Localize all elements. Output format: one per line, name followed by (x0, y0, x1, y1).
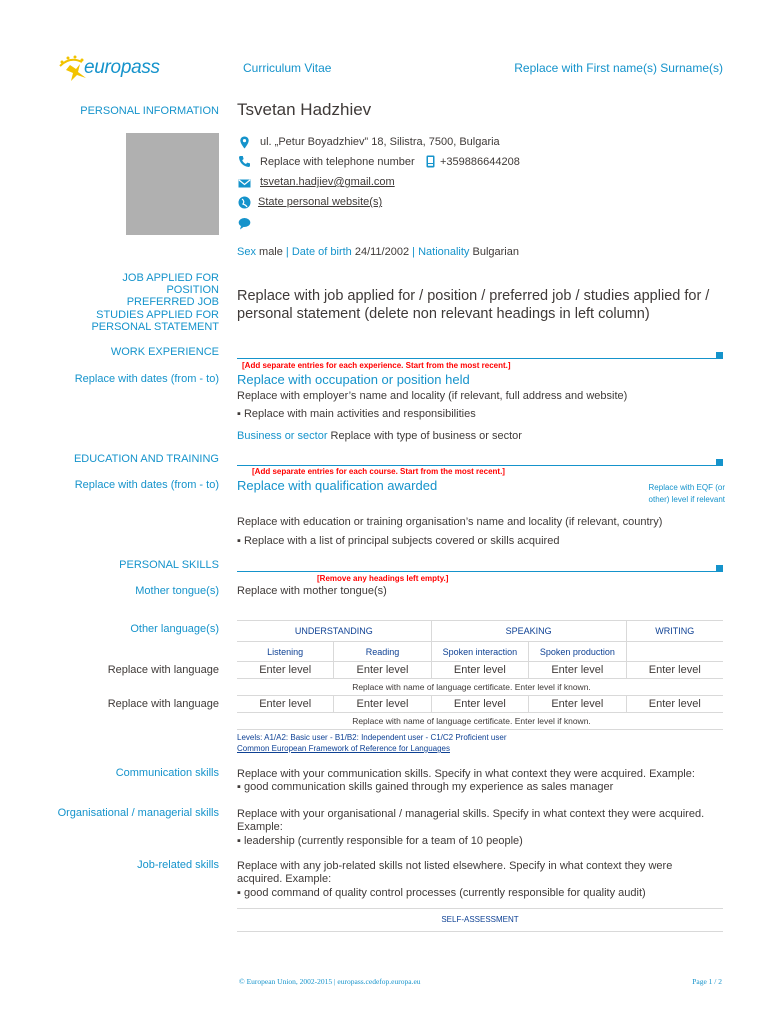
section-divider (237, 571, 723, 572)
level-cell[interactable]: Enter level (648, 664, 701, 676)
phone-icon (238, 155, 251, 168)
organisational-bullet: leadership (currently responsible for a team of 10 people) (243, 835, 523, 847)
certificate-cell[interactable]: Replace with name of language certificate. Enter level if known. (237, 713, 723, 730)
photo-placeholder (126, 133, 219, 235)
website-link[interactable]: State personal website(s) (258, 196, 383, 208)
framework-link[interactable]: Common European Framework of Reference for Languages (237, 744, 450, 753)
organisational-label: Organisational / managerial skills (57, 807, 219, 819)
nationality-value: Bulgarian (472, 246, 519, 258)
header-writing: WRITING (626, 621, 723, 642)
section-marker (716, 459, 723, 466)
level-cell[interactable]: Enter level (237, 662, 334, 679)
personal-skills-label: PERSONAL SKILLS (119, 559, 219, 571)
business-label: Business or sector (237, 430, 328, 442)
footer-page: Page 1 / 2 (692, 977, 722, 986)
language-table (237, 620, 723, 730)
email-link[interactable]: tsvetan.hadjiev@gmail.com (260, 176, 395, 188)
doc-title: Curriculum Vitae (243, 61, 332, 75)
organisational-bullet-item: ▪ leadership (currently responsible for a team of 10 people) (237, 835, 523, 847)
organisational-text: Replace with your organisational / managerial skills. Specify in what context they were acquired. Example: (237, 808, 705, 833)
business-value: Replace with type of business or sector (330, 430, 522, 442)
level-cell[interactable]: Enter level (529, 662, 627, 679)
mobile-icon (424, 155, 437, 168)
job-label-line: POSITION (166, 284, 219, 297)
work-business-line (237, 430, 522, 442)
job-label-line: JOB APPLIED FOR (122, 272, 219, 284)
header-understanding: UNDERSTANDING (237, 621, 431, 642)
education-organisation: Replace with education or training organisation’s name and locality (if relevant, country) (237, 516, 663, 528)
skills-note: [Remove any headings left empty.] (317, 574, 449, 583)
work-dates: Replace with dates (from - to) (74, 373, 219, 385)
education-qualification: Replace with qualification awarded (237, 478, 438, 493)
education-subjects: Replace with a list of principal subjects covered or skills acquired (243, 535, 560, 547)
work-occupation: Replace with occupation or position held (237, 372, 470, 387)
mother-tongue-value: Replace with mother tongue(s) (237, 585, 387, 597)
nationality-label: Nationality (418, 246, 470, 258)
sex-value: male (259, 246, 283, 258)
work-activities: Replace with main activities and responsibilities (243, 408, 476, 420)
sex-label: Sex (237, 246, 256, 258)
level-cell[interactable]: Enter level (334, 696, 431, 713)
section-divider (237, 465, 723, 466)
level-cell[interactable]: Enter level (431, 662, 528, 679)
communication-text: Replace with your communication skills. Specify in what context they were acquired. Example: (237, 768, 695, 780)
name-placeholder: Replace with First name(s) Surname(s) (514, 61, 723, 75)
job-applied-text: Replace with job applied for / position / preferred job / studies applied for / personal statement (delete non relevant headings in left column) (237, 288, 710, 322)
level-cell[interactable]: Enter level (334, 662, 431, 679)
communication-label: Communication skills (115, 767, 219, 779)
job-label-line: STUDIES APPLIED FOR (96, 308, 219, 321)
footer-copyright: © European Union, 2002-2015 | europass.cedefop.europa.eu (239, 977, 421, 986)
subheader-spoken-production: Spoken production (529, 642, 627, 662)
communication-bullet: good communication skills gained through my experience as sales manager (243, 781, 614, 793)
location-icon (238, 136, 251, 149)
full-name: Tsvetan Hadzhiev (237, 100, 372, 119)
dob-label: Date of birth (291, 246, 352, 258)
separator: | (409, 246, 419, 258)
work-activities-item: ▪ Replace with main activities and responsibilities (237, 408, 476, 420)
eqf-level: Replace with EQF (or other) level if relevant (648, 483, 725, 504)
address: ul. „Petur Boyadzhiev” 18, Silistra, 7500, Bulgaria (260, 136, 500, 148)
separator: | (282, 246, 292, 258)
level-cell[interactable]: Enter level (431, 696, 528, 713)
other-languages-label: Other language(s) (130, 623, 219, 635)
levels-note: Levels: A1/A2: Basic user - B1/B2: Independent user - C1/C2 Proficient user (237, 733, 507, 742)
work-employer: Replace with employer’s name and locality (if relevant, full address and website) (237, 390, 628, 402)
section-divider (237, 358, 723, 359)
job-label-line: PERSONAL STATEMENT (91, 320, 219, 333)
subheader-listening: Listening (237, 642, 334, 662)
level-cell[interactable]: Enter level (529, 696, 627, 713)
chat-icon (238, 217, 251, 230)
self-assessment-row (237, 908, 723, 932)
job-related-label: Job-related skills (137, 859, 219, 871)
subheader-writing (626, 642, 723, 662)
job-related-bullet-item: ▪ good command of quality control processes (currently responsible for quality audit) (237, 887, 646, 899)
education-label: EDUCATION AND TRAINING (73, 453, 219, 465)
header-speaking: SPEAKING (431, 621, 626, 642)
education-note: [Add separate entries for each course. Start from the most recent.] (252, 467, 505, 476)
job-related-text: Replace with any job-related skills not listed elsewhere. Specify in what context they were acquired. Example: (237, 860, 673, 885)
level-cell[interactable]: Enter level (648, 698, 701, 710)
subheader-reading: Reading (334, 642, 431, 662)
education-subjects-item: ▪ Replace with a list of principal subjects covered or skills acquired (237, 535, 560, 547)
education-dates: Replace with dates (from - to) (74, 479, 219, 491)
certificate-cell[interactable]: Replace with name of language certificate. Enter level if known. (237, 679, 723, 696)
job-label-line: PREFERRED JOB (126, 296, 219, 309)
self-assessment-header: SELF-ASSESSMENT (441, 915, 519, 924)
europass-logo (56, 52, 166, 82)
email-icon (238, 177, 251, 190)
language-row-label: Replace with language (107, 664, 219, 676)
section-marker (716, 565, 723, 572)
work-experience-label: WORK EXPERIENCE (110, 346, 219, 358)
section-marker (716, 352, 723, 359)
level-cell[interactable]: Enter level (237, 696, 334, 713)
telephone: Replace with telephone number (260, 156, 415, 168)
job-related-bullet: good command of quality control processes (currently responsible for quality audit) (243, 887, 646, 899)
communication-bullet-item: ▪ good communication skills gained through my experience as sales manager (237, 781, 614, 793)
personal-info-label: PERSONAL INFORMATION (80, 105, 219, 117)
job-applied-label (91, 272, 219, 333)
personal-details-line (237, 246, 519, 258)
subheader-spoken-interaction: Spoken interaction (431, 642, 528, 662)
dob-value: 24/11/2002 (354, 246, 410, 258)
language-row-label: Replace with language (107, 698, 219, 710)
website-icon (238, 196, 251, 209)
logo-text: europass (84, 57, 160, 78)
work-note: [Add separate entries for each experience. Start from the most recent.] (242, 361, 511, 370)
mobile-number: +359886644208 (440, 156, 520, 168)
mother-tongue-label: Mother tongue(s) (135, 585, 219, 597)
